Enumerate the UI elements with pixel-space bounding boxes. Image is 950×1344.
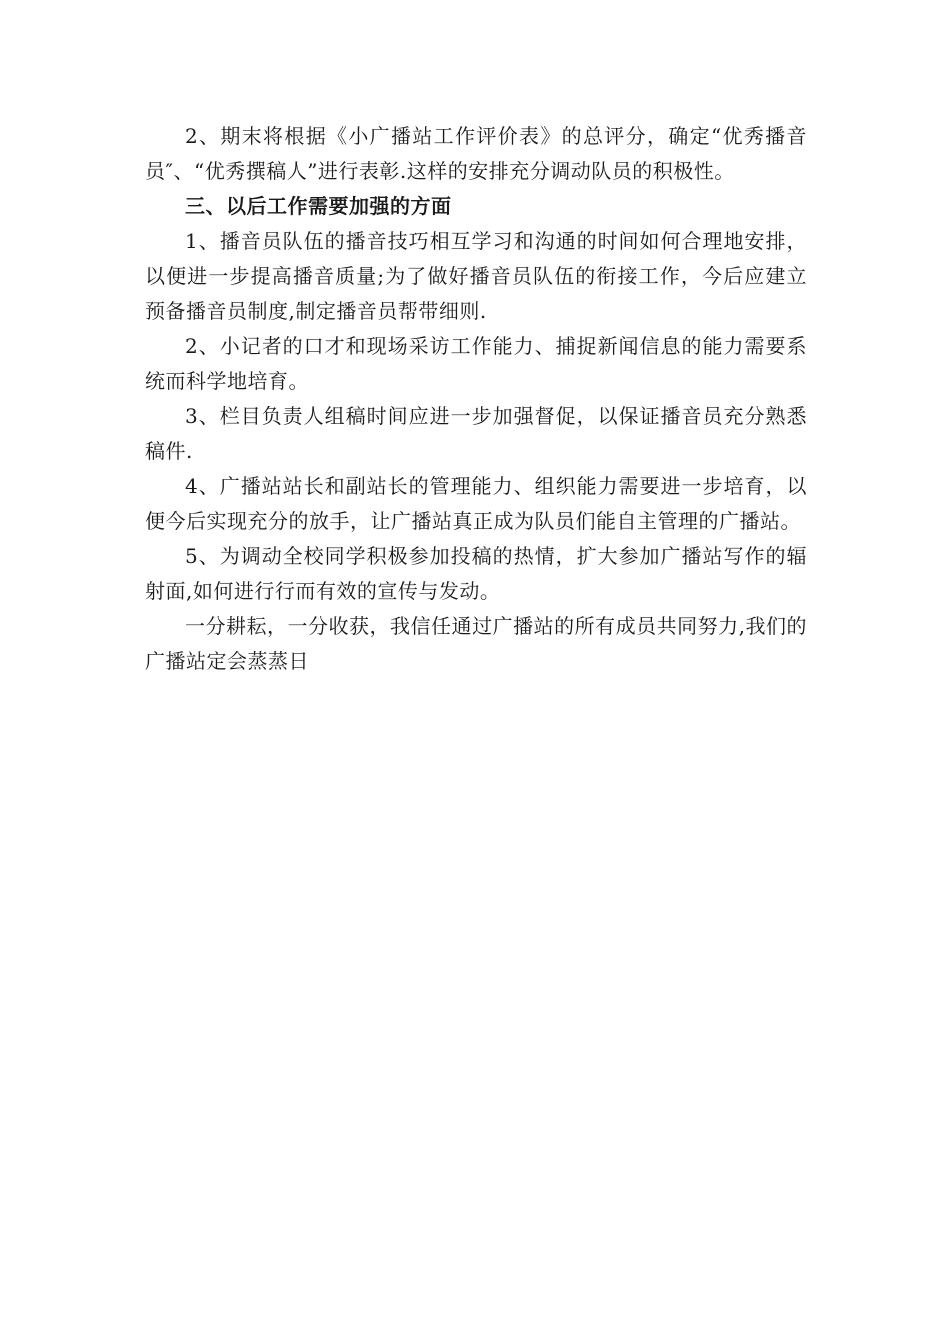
paragraph-commendation: 2、期末将根据《小广播站工作评价表》的总评分，确定“优秀播音员″、“优秀撰稿人”进行表彰.这样的安排充分调动队员的积极性。 (145, 124, 807, 183)
section-heading-improvements: 三、以后工作需要加强的方面 (185, 194, 452, 218)
paragraph-item-1: 1、播音员队伍的播音技巧相互学习和沟通的时间如何合理地安排，以便进一步提高播音质量;为了做好播音员队伍的衔接工作，今后应建立预备播音员制度,制定播音员帮带细则. (145, 229, 807, 323)
document-body (145, 119, 807, 679)
paragraph-item-5: 5、为调动全校同学积极参加投稿的热情，扩大参加广播站写作的辐射面,如何进行行而有效的宣传与发动。 (145, 544, 807, 603)
paragraph-item-2: 2、小记者的口才和现场采访工作能力、捕捉新闻信息的能力需要系统而科学地培育。 (145, 334, 807, 393)
paragraph-closing: 一分耕耘，一分收获，我信任通过广播站的所有成员共同努力,我们的广播站定会蒸蒸日 (145, 614, 807, 673)
paragraph-item-3: 3、栏目负责人组稿时间应进一步加强督促，以保证播音员充分熟悉稿件. (145, 404, 807, 463)
paragraph-item-4: 4、广播站站长和副站长的管理能力、组织能力需要进一步培育，以便今后实现充分的放手，让广播站真正成为队员们能自主管理的广播站。 (145, 474, 807, 533)
